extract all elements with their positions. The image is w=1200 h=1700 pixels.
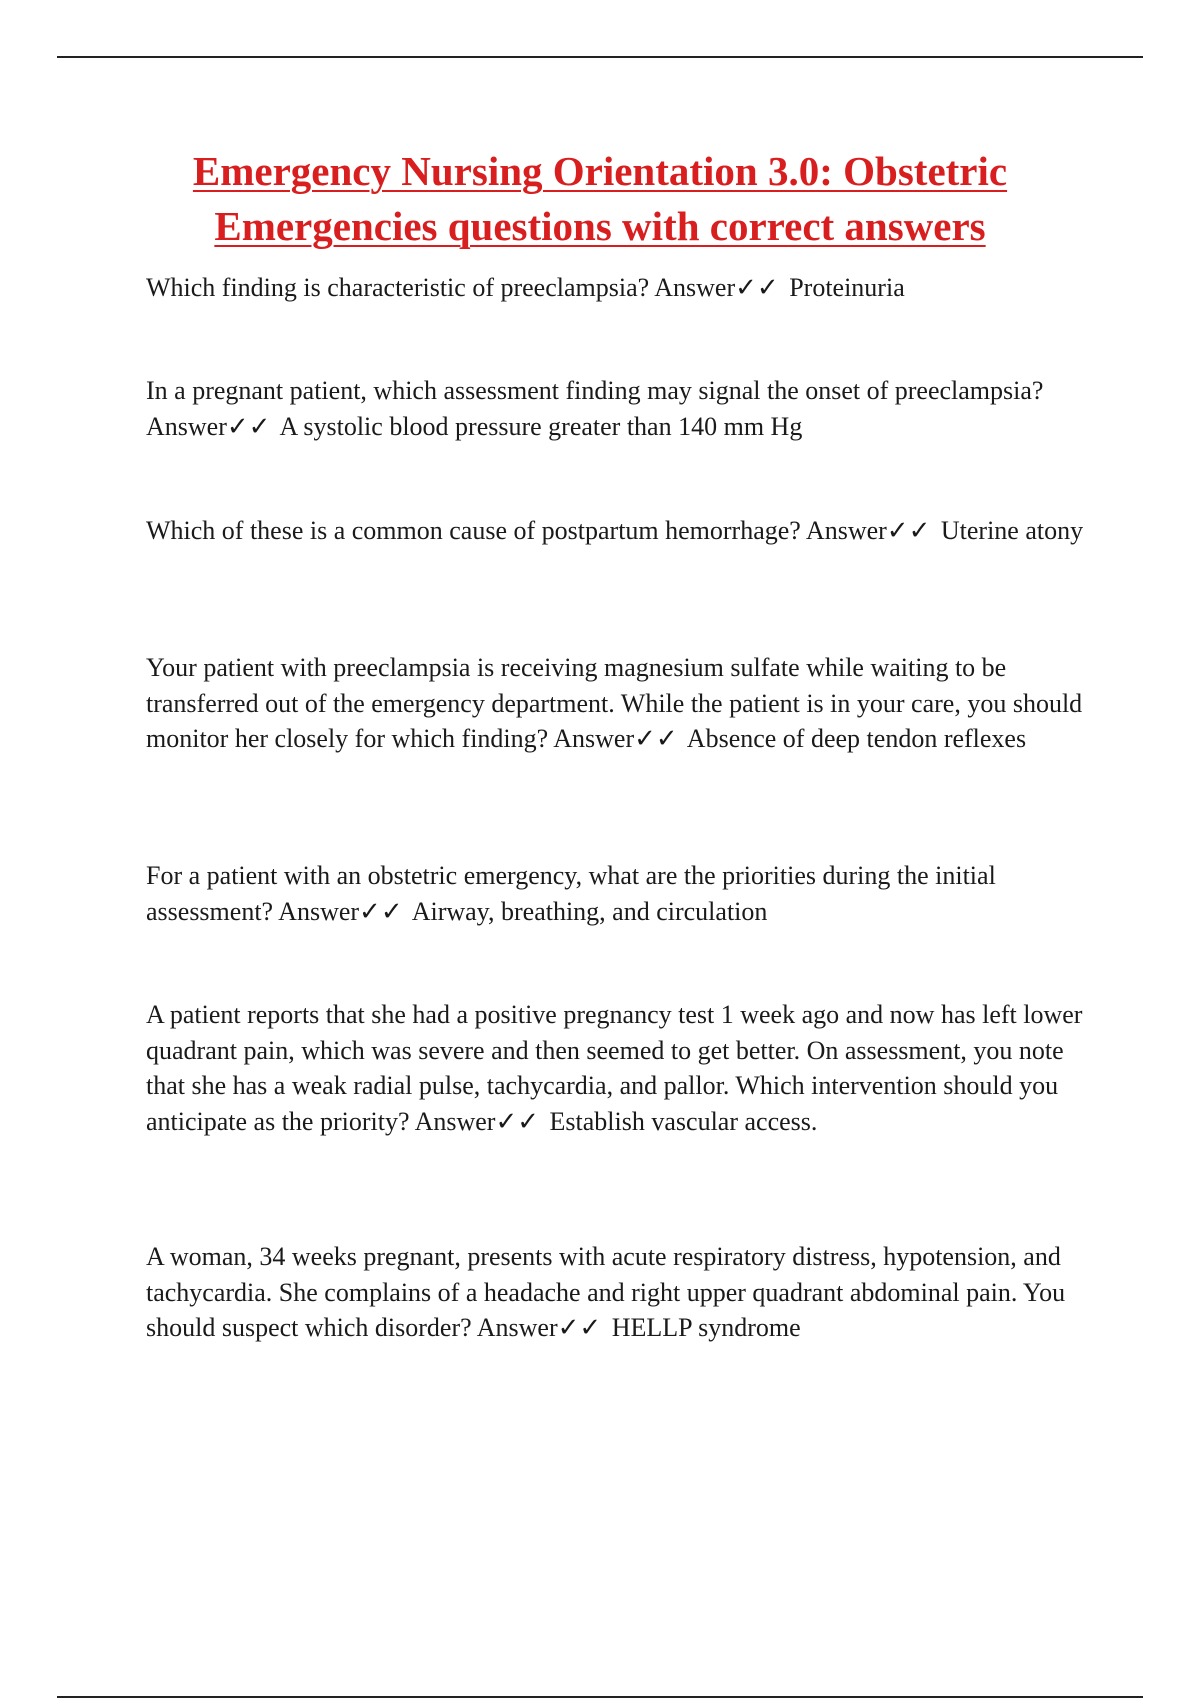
question-text: In a pregnant patient, which assessment finding may signal the onset of preeclampsia? [146,376,1044,405]
qa-item-3 [146,513,1096,549]
answer-text: Uterine atony [940,516,1084,545]
answer-text: HELLP syndrome [611,1313,801,1342]
footer-rule [57,1696,1143,1698]
answer-marker: Answer✓✓ [414,1106,540,1136]
qa-item-4 [146,650,1096,757]
qa-item-5 [146,858,1096,929]
question-text: A patient reports that she had a positive pregnancy test 1 week ago and now has left lower quadrant pain, which was severe and then seemed to get better. On assessment, you note that she has a weak radial pulse, tachycardia, and pallor. Which intervention should you anticipate as the priority? [146,1000,1083,1136]
document-title: Emergency Nursing Orientation 3.0: Obstetric Emergencies questions with correct answers [192,148,1008,249]
question-text: Which of these is a common cause of postpartum hemorrhage? [146,516,801,545]
answer-text: Absence of deep tendon reflexes [686,724,1027,753]
qa-item-7 [146,1239,1096,1346]
answer-text: Airway, breathing, and circulation [411,896,768,926]
answer-marker: Answer✓✓ [278,896,403,926]
question-text: For a patient with an obstetric emergency, what are the priorities during the initial assessment? [146,861,996,926]
header-rule [57,56,1143,58]
question-text: Your patient with preeclampsia is receiving magnesium sulfate while waiting to be transferred out of the emergency department. While the patient is in your care, you should monitor her closely for which finding? [146,653,1083,753]
answer-marker: Answer✓✓ [654,273,779,302]
question-text: Which finding is characteristic of preeclampsia? [146,273,650,302]
answer-marker: Answer✓✓ [553,724,678,753]
qa-item-6 [146,997,1096,1139]
answer-text: Establish vascular access. [549,1106,818,1136]
answer-text: A systolic blood pressure greater than 140 mm Hg [279,411,803,441]
question-text: A woman, 34 weeks pregnant, presents with acute respiratory distress, hypotension, and tachycardia. She complains of a headache and right upper quadrant abdominal pain. You should suspect which disorder? [146,1242,1066,1342]
answer-marker: Answer✓✓ [805,516,931,545]
qa-item-1 [146,270,1096,306]
answer-marker: Answer✓✓ [146,411,271,441]
answer-marker: Answer✓✓ [476,1313,602,1342]
qa-item-2 [146,373,1096,444]
answer-text: Proteinuria [789,273,905,302]
